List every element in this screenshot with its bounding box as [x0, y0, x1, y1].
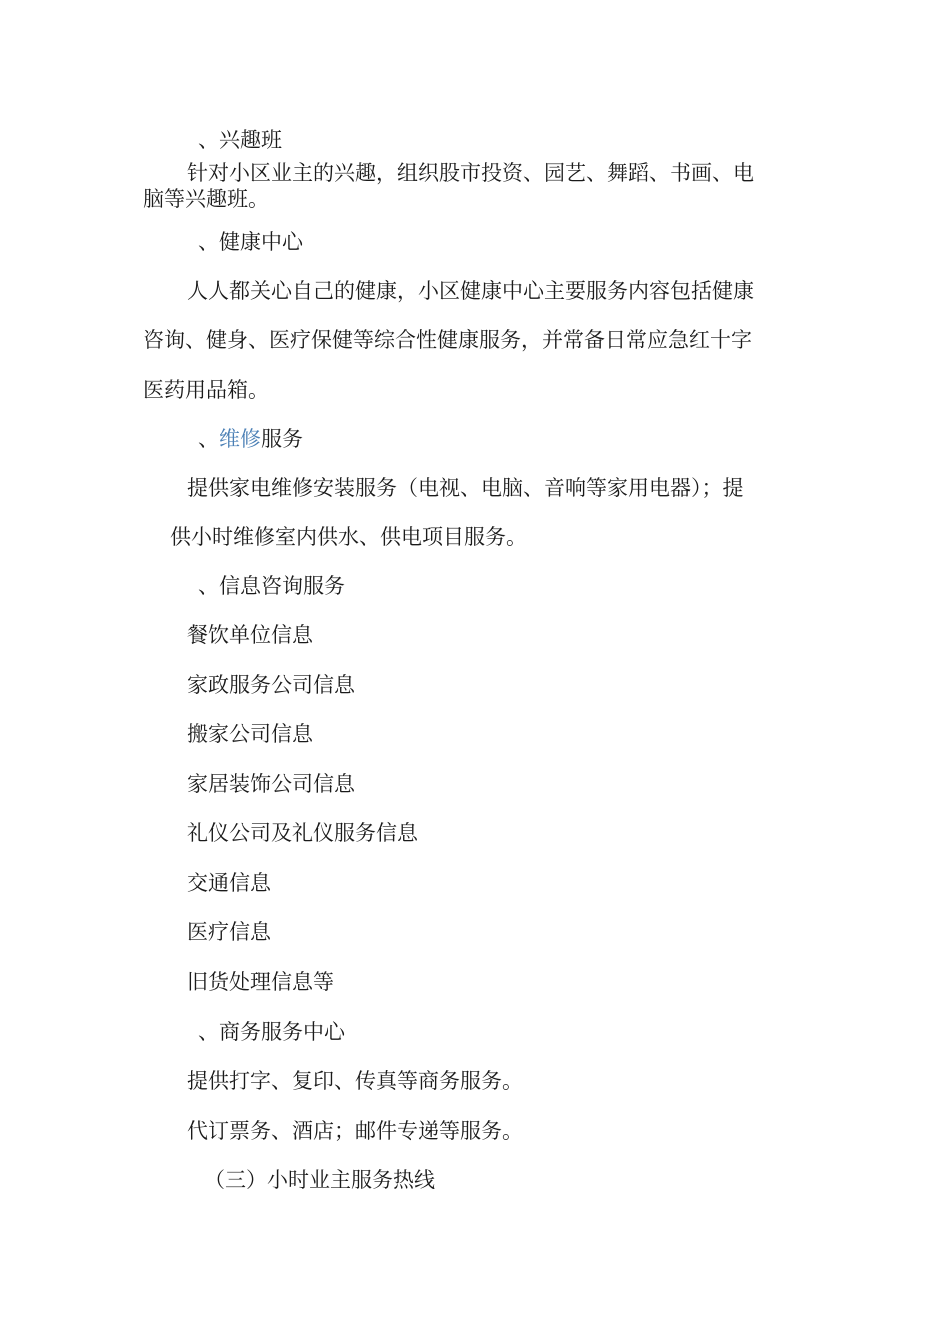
- section-heading-hotline: （三）小时业主服务热线: [204, 1168, 435, 1192]
- paragraph-health-line-2: 咨询、健身、医疗保健等综合性健康服务，并常备日常应急红十字: [143, 328, 752, 352]
- list-item: 家居装饰公司信息: [187, 772, 355, 796]
- list-item: 医疗信息: [187, 920, 271, 944]
- paragraph-repair-line-2: 供小时维修室内供水、供电项目服务。: [170, 525, 527, 549]
- paragraph-interest-line-2: 脑等兴趣班。: [143, 187, 269, 211]
- list-item: 旧货处理信息等: [187, 970, 334, 994]
- section-heading-business: 、商务服务中心: [198, 1020, 345, 1044]
- paragraph-business-line-1: 提供打字、复印、传真等商务服务。: [187, 1069, 523, 1093]
- list-item: 餐饮单位信息: [187, 623, 313, 647]
- paragraph-repair-line-1: 提供家电维修安装服务（电视、电脑、音响等家用电器）；提: [187, 476, 744, 500]
- section-heading-health: 、健康中心: [198, 230, 303, 254]
- list-item: 交通信息: [187, 871, 271, 895]
- list-item: 搬家公司信息: [187, 722, 313, 746]
- heading-repair-suffix: 服务: [261, 427, 303, 451]
- list-item: 礼仪公司及礼仪服务信息: [187, 821, 418, 845]
- section-heading-info: 、信息咨询服务: [198, 574, 345, 598]
- paragraph-health-line-1: 人人都关心自己的健康，小区健康中心主要服务内容包括健康: [187, 279, 754, 303]
- paragraph-health-line-3: 医药用品箱。: [143, 378, 269, 402]
- paragraph-interest-line-1: 针对小区业主的兴趣，组织股市投资、园艺、舞蹈、书画、电: [187, 161, 754, 185]
- repair-link[interactable]: 维修: [219, 427, 261, 451]
- list-item: 家政服务公司信息: [187, 673, 355, 697]
- section-heading-repair: [198, 426, 303, 452]
- heading-repair-prefix: 、: [198, 427, 219, 451]
- paragraph-business-line-2: 代订票务、酒店；邮件专递等服务。: [187, 1119, 523, 1143]
- section-heading-interest: 、兴趣班: [198, 128, 282, 152]
